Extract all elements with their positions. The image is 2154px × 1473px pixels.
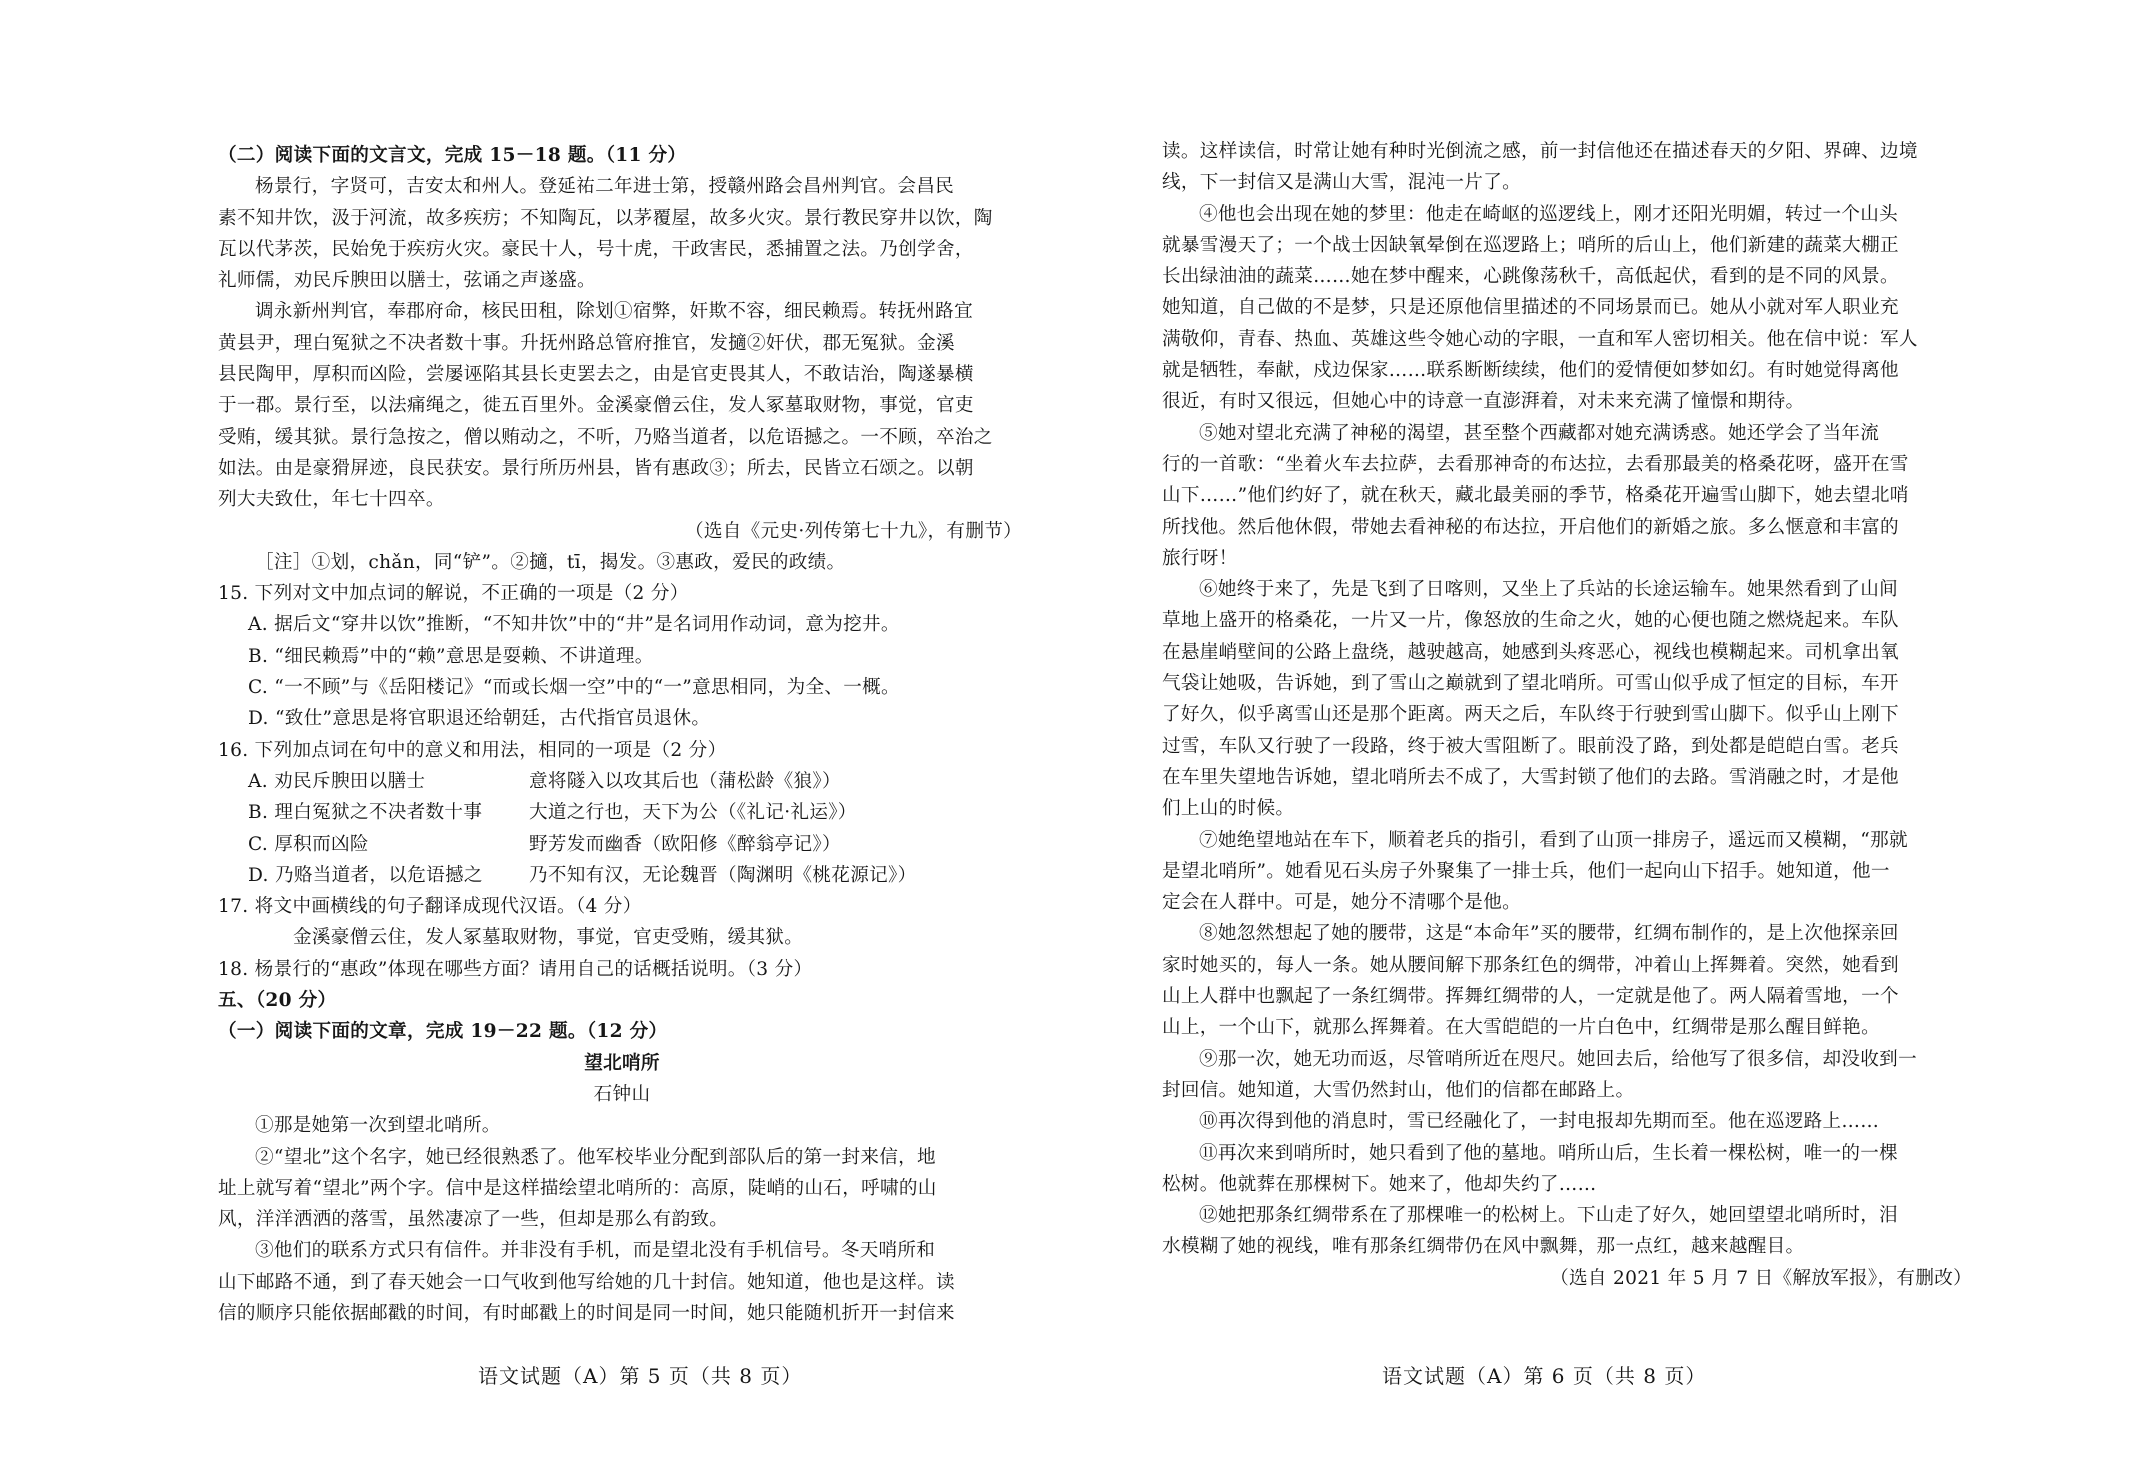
section-heading: （二）阅读下面的文言文，完成 15－18 题。（11 分） xyxy=(218,145,687,166)
option-line: B. “细民赖焉”中的“赖”意思是耍赖、不讲道理。 xyxy=(248,645,654,667)
article-line: ⑫她把那条红绸带系在了那棵唯一的松树上。下山走了好久，她回望望北哨所时，泪 xyxy=(1199,1205,1899,1227)
passage-line: 素不知井饮，汲于河流，故多疾疠；不知陶瓦，以茅覆屋，故多火灾。景行教民穿井以饮，陶 xyxy=(218,207,993,229)
passage-line: 黄县尹，理白冤狱之不决者数十事。升抚州路总管府推官，发擿②奸伏，郡无冤狱。金溪 xyxy=(218,332,955,354)
passage-line: 杨景行，字贤可，吉安太和州人。登延祐二年进士第，授赣州路会昌州判官。会昌民 xyxy=(255,176,955,198)
article-line: ⑩再次得到他的消息时，雪已经融化了，一封电报却先期而至。他在巡逻路上…… xyxy=(1199,1111,1880,1133)
source-citation: （选自《元史·列传第七十九》，有删节） xyxy=(685,520,1022,542)
article-line: ④他也会出现在她的梦里：他走在崎岖的巡逻线上，刚才还阳光明媚，转过一个山头 xyxy=(1199,203,1899,225)
article-line: 封回信。她知道，大雪仍然封山，他们的信都在邮路上。 xyxy=(1162,1079,1635,1101)
source-citation: （选自 2021 年 5 月 7 日《解放军报》，有删改） xyxy=(1550,1267,1972,1289)
article-line: 满敬仰，青春、热血、英雄这些令她心动的字眼，一直和军人密切相关。他在信中说：军人 xyxy=(1162,328,1918,350)
option-right: 乃不知有汉，无论魏晋（陶渊明《桃花源记》） xyxy=(529,864,917,886)
article-line: 她知道，自己做的不是梦，只是还原他信里描述的不同场景而已。她从小就对军人职业充 xyxy=(1162,297,1899,319)
article-line: 信的顺序只能依据邮戳的时间，有时邮戳上的时间是同一时间，她只能随机折开一封信来 xyxy=(218,1302,955,1324)
article-line: 风，洋洋洒洒的落雪，虽然凄凉了一些，但却是那么有韵致。 xyxy=(218,1209,729,1231)
passage-line: 礼师儒，劝民斥腴田以膳士，弦诵之声遂盛。 xyxy=(218,270,596,292)
passage-line: 县民陶甲，厚积而凶险，尝屡诬陷其县长吏罢去之，由是官吏畏其人，不敢诘治，陶遂暴横 xyxy=(218,364,974,386)
passage-line: 瓦以代茅茨，民始免于疾疠火灾。豪民十人，号十虎，干政害民，悉捕置之法。乃创学舍， xyxy=(218,238,974,260)
section-five-heading: 五、（20 分） xyxy=(218,990,337,1012)
article-line: 很近，有时又很远，但她心中的诗意一直澎湃着，对未来充满了憧憬和期待。 xyxy=(1162,391,1805,413)
article-line: 所找他。然后他休假，带她去看神秘的布达拉，开启他们的新婚之旅。多么惬意和丰富的 xyxy=(1162,516,1899,538)
article-line: 山下邮路不通，到了春天她会一口气收到他写给她的几十封信。她知道，他也是这样。读 xyxy=(218,1271,955,1293)
article-line: 山上人群中也飘起了一条红绸带。挥舞红绸带的人，一定就是他了。两人隔着雪地，一个 xyxy=(1162,986,1899,1008)
option-pair xyxy=(218,766,1026,797)
article-author: 石钟山 xyxy=(593,1083,651,1105)
question-15: 15. 下列对文中加点词的解说，不正确的一项是（2 分） xyxy=(218,583,689,605)
option-pair xyxy=(218,829,1026,860)
section-heading: （一）阅读下面的文章，完成 19－22 题。（12 分） xyxy=(218,1021,668,1043)
passage-line: 调永新州判官，奉郡府命，核民田租，除划①宿弊，奸欺不容，细民赖焉。转抚州路宜 xyxy=(255,301,973,323)
article-line: 家时她买的，每人一条。她从腰间解下那条红色的绸带，冲着山上挥舞着。突然，她看到 xyxy=(1162,954,1899,976)
option-left: D. 乃赂当道者，以危语撼之 xyxy=(248,864,483,886)
article-line: 草地上盛开的格桑花，一片又一片，像怒放的生命之火，她的心便也随之燃烧起来。车队 xyxy=(1162,610,1899,632)
option-right: 大道之行也，天下为公（《礼记·礼运》） xyxy=(529,802,857,824)
passage-line: 受贿，缓其狱。景行急按之，僧以贿动之，不听，乃赂当道者，以危语撼之。一不顾，卒治之 xyxy=(218,426,993,448)
option-pair xyxy=(218,797,1026,828)
option-right: 意将隧入以攻其后也（蒲松龄《狼》） xyxy=(529,770,841,792)
page-footer-right: 语文试题（A）第 6 页（共 8 页） xyxy=(1382,1364,1707,1388)
article-line: 过雪，车队又行驶了一段路，终于被大雪阻断了。眼前没了路，到处都是皑皑白雪。老兵 xyxy=(1162,735,1899,757)
option-line: A. 据后文“穿井以饮”推断，“不知井饮”中的“井”是名词用作动词，意为挖井。 xyxy=(248,614,900,636)
question-17: 17. 将文中画横线的句子翻译成现代汉语。（4 分） xyxy=(218,896,642,918)
passage-line: 列大夫致仕，年七十四卒。 xyxy=(218,489,445,511)
article-line: 了好久，似乎离雪山还是那个距离。两天之后，车队终于行驶到雪山脚下。似乎山上刚下 xyxy=(1162,704,1899,726)
option-pair xyxy=(218,860,1026,891)
article-line: ③他们的联系方式只有信件。并非没有手机，而是望北没有手机信号。冬天哨所和 xyxy=(255,1240,936,1262)
article-line: 们上山的时候。 xyxy=(1162,798,1295,820)
option-line: D. “致仕”意思是将官职退还给朝廷，古代指官员退休。 xyxy=(248,708,711,730)
article-line: ②“望北”这个名字，她已经很熟悉了。他军校毕业分配到部队后的第一封来信，地 xyxy=(255,1146,936,1168)
article-line: ⑤她对望北充满了神秘的渴望，甚至整个西藏都对她充满诱惑。她还学会了当年流 xyxy=(1199,422,1880,444)
article-line: 水模糊了她的视线，唯有那条红绸带仍在风中飘舞，那一点红，越来越醒目。 xyxy=(1162,1236,1805,1258)
article-line: 读。这样读信，时常让她有种时光倒流之感，前一封信他还在描述春天的夕阳、界碑、边境 xyxy=(1162,141,1918,162)
left-page xyxy=(218,140,1026,1329)
article-line: ⑥她终于来了，先是飞到了日喀则，又坐上了兵站的长途运输车。她果然看到了山间 xyxy=(1199,579,1899,601)
article-title: 望北哨所 xyxy=(584,1052,660,1074)
article-line: ①那是她第一次到望北哨所。 xyxy=(255,1115,501,1137)
option-line: C. “一不顾”与《岳阳楼记》“而或长烟一空”中的“一”意思相同，为全、一概。 xyxy=(248,677,900,699)
annotation-note: ［注］①划，chǎn，同“铲”。②擿，tī，揭发。③惠政，爱民的政绩。 xyxy=(255,551,846,573)
article-line: 山下……”他们约好了，就在秋天，藏北最美丽的季节，格桑花开遍雪山脚下，她去望北哨 xyxy=(1162,485,1909,507)
article-line: 行的一首歌：“坐着火车去拉萨，去看那神奇的布达拉，去看那最美的格桑花呀，盛开在雪 xyxy=(1162,453,1909,475)
article-line: 松树。他就葬在那棵树下。她来了，他却失约了…… xyxy=(1162,1173,1597,1195)
article-line: 就暴雪漫天了；一个战士因缺氧晕倒在巡逻路上；哨所的后山上，他们新建的蔬菜大棚正 xyxy=(1162,234,1899,256)
article-line: 就是牺牲，奉献，戍边保家……联系断断续续，他们的爱情便如梦如幻。有时她觉得离他 xyxy=(1162,360,1899,382)
article-line: 线，下一封信又是满山大雪，混沌一片了。 xyxy=(1162,172,1521,194)
right-page xyxy=(1162,136,1976,1294)
article-line: 址上就写着“望北”两个字。信中是这样描绘望北哨所的：高原，陡峭的山石，呼啸的山 xyxy=(218,1177,937,1199)
option-left: B. 理白冤狱之不决者数十事 xyxy=(248,802,483,824)
article-line: 在悬崖峭壁间的公路上盘绕，越驶越高，她感到头疼恶心，视线也模糊起来。司机拿出氧 xyxy=(1162,641,1899,663)
article-line: 定会在人群中。可是，她分不清哪个是他。 xyxy=(1162,892,1521,914)
article-line: 是望北哨所”。她看见石头房子外聚集了一排士兵，他们一起向山下招手。她知道，他一 xyxy=(1162,860,1890,882)
article-line: ⑧她忽然想起了她的腰带，这是“本命年”买的腰带，红绸布制作的，是上次他探亲回 xyxy=(1199,923,1899,945)
article-line: 气袋让她吸，告诉她，到了雪山之巅就到了望北哨所。可雪山似乎成了恒定的目标，车开 xyxy=(1162,673,1899,695)
page-footer-left: 语文试题（A）第 5 页（共 8 页） xyxy=(478,1364,803,1388)
article-line: 长出绿油油的蔬菜……她在梦中醒来，心跳像荡秋千，高低起伏，看到的是不同的风景。 xyxy=(1162,266,1899,288)
option-left: A. 劝民斥腴田以膳士 xyxy=(248,770,426,792)
article-line: ⑦她绝望地站在车下，顺着老兵的指引，看到了山顶一排房子，遥远而又模糊，“那就 xyxy=(1199,829,1908,851)
article-line: ⑨那一次，她无功而返，尽管哨所近在咫尺。她回去后，给他写了很多信，却没收到一 xyxy=(1199,1048,1917,1070)
article-line: 山上，一个山下，就那么挥舞着。在大雪皑皑的一片白色中，红绸带是那么醒目鲜艳。 xyxy=(1162,1017,1880,1039)
passage-line: 于一郡。景行至，以法痛绳之，徙五百里外。金溪豪僧云住，发人冢墓取财物，事觉，官吏 xyxy=(218,395,974,417)
option-left: C. 厚积而凶险 xyxy=(248,833,369,855)
article-line: 旅行呀！ xyxy=(1162,547,1238,569)
passage-line: 如法。由是豪猾屏迹，良民获安。景行所历州县，皆有惠政③；所去，民皆立石颂之。以朝 xyxy=(218,457,974,479)
translation-sentence: 金溪豪僧云住，发人冢墓取财物，事觉，官吏受贿，缓其狱。 xyxy=(293,927,804,949)
article-line: 在车里失望地告诉她，望北哨所去不成了，大雪封锁了他们的去路。雪消融之时，才是他 xyxy=(1162,766,1899,788)
option-right: 野芳发而幽香（欧阳修《醉翁亭记》） xyxy=(529,833,841,855)
question-18: 18. 杨景行的“惠政”体现在哪些方面？请用自己的话概括说明。（3 分） xyxy=(218,958,813,980)
article-line: ⑪再次来到哨所时，她只看到了他的墓地。哨所山后，生长着一棵松树，唯一的一棵 xyxy=(1199,1142,1899,1164)
question-16: 16. 下列加点词在句中的意义和用法，相同的一项是（2 分） xyxy=(218,739,727,761)
